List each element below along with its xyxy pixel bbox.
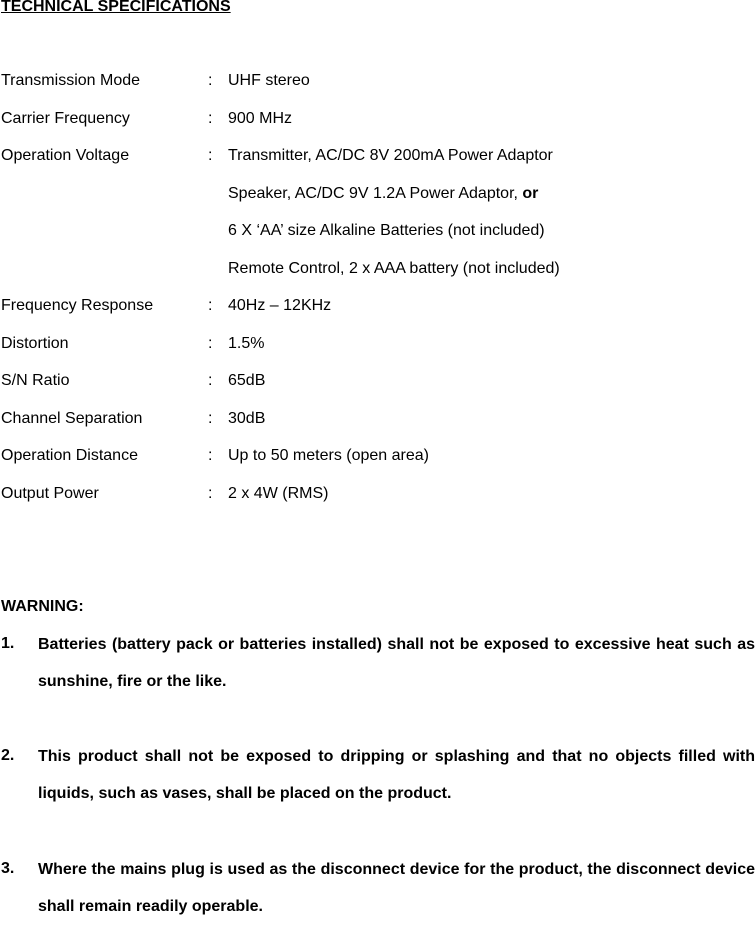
spec-colon: :	[208, 372, 213, 389]
spec-colon: :	[208, 335, 213, 352]
spec-value: 30dB	[228, 410, 266, 427]
spec-value	[228, 184, 538, 204]
spec-label: Carrier Frequency	[1, 110, 130, 127]
spec-label: Frequency Response	[1, 297, 154, 314]
spec-colon: :	[208, 72, 213, 89]
spec-value: Transmitter, AC/DC 8V 200mA Power Adaptor	[228, 147, 553, 164]
spec-row-carrier-frequency	[0, 109, 756, 129]
spec-label: Distortion	[1, 335, 69, 352]
warning-item-text: Batteries (battery pack or batteries installed) shall not be exposed to excessive heat such as sunshine, fire or the like.	[38, 635, 755, 690]
warning-item-number: 2.	[1, 747, 15, 764]
spec-row-operation-voltage	[0, 146, 756, 166]
spec-row-operation-voltage-speaker	[0, 184, 756, 204]
spec-row-operation-voltage-remote	[0, 259, 756, 279]
spec-value: UHF stereo	[228, 72, 310, 89]
spec-value-bold: or	[522, 185, 539, 202]
spec-label: Output Power	[1, 485, 99, 502]
spec-row-frequency-response	[0, 296, 756, 316]
spec-value: 65dB	[228, 372, 266, 389]
spec-row-sn-ratio	[0, 371, 756, 391]
spec-label: Transmission Mode	[1, 72, 141, 89]
warning-title: WARNING:	[1, 598, 84, 615]
spec-colon: :	[208, 110, 213, 127]
spec-label: Operation Voltage	[1, 147, 130, 164]
spec-colon: :	[208, 485, 213, 502]
spec-row-output-power	[0, 484, 756, 504]
spec-value: 900 MHz	[228, 110, 293, 127]
spec-value: Up to 50 meters (open area)	[228, 447, 429, 464]
spec-value: 2 x 4W (RMS)	[228, 485, 329, 502]
warning-item-number: 1.	[1, 635, 15, 652]
spec-value: 6 X ‘AA’ size Alkaline Batteries (not included)	[228, 222, 545, 239]
spec-row-operation-voltage-batteries	[0, 221, 756, 241]
spec-label: S/N Ratio	[1, 372, 70, 389]
spec-label: Channel Separation	[1, 410, 143, 427]
warning-item-text: Where the mains plug is used as the disconnect device for the product, the disconnect device shall remain readily operable.	[38, 860, 755, 915]
spec-colon: :	[208, 447, 213, 464]
spec-value-text: Speaker, AC/DC 9V 1.2A Power Adaptor,	[228, 185, 523, 202]
spec-colon: :	[208, 410, 213, 427]
spec-colon: :	[208, 147, 213, 164]
spec-value: Remote Control, 2 x AAA battery (not included)	[228, 260, 560, 277]
spec-row-distortion	[0, 334, 756, 354]
spec-value: 1.5%	[228, 335, 265, 352]
spec-row-operation-distance	[0, 446, 756, 466]
warning-item-text: This product shall not be exposed to dripping or splashing and that no objects filled with liquids, such as vases, shall be placed on the product.	[38, 747, 755, 802]
warning-item-number: 3.	[1, 860, 15, 877]
spec-value: 40Hz – 12KHz	[228, 297, 332, 314]
spec-label: Operation Distance	[1, 447, 138, 464]
page-title: TECHNICAL SPECIFICATIONS	[1, 0, 231, 15]
spec-colon: :	[208, 297, 213, 314]
spec-row-channel-separation	[0, 409, 756, 429]
spec-row-transmission-mode	[0, 71, 756, 91]
